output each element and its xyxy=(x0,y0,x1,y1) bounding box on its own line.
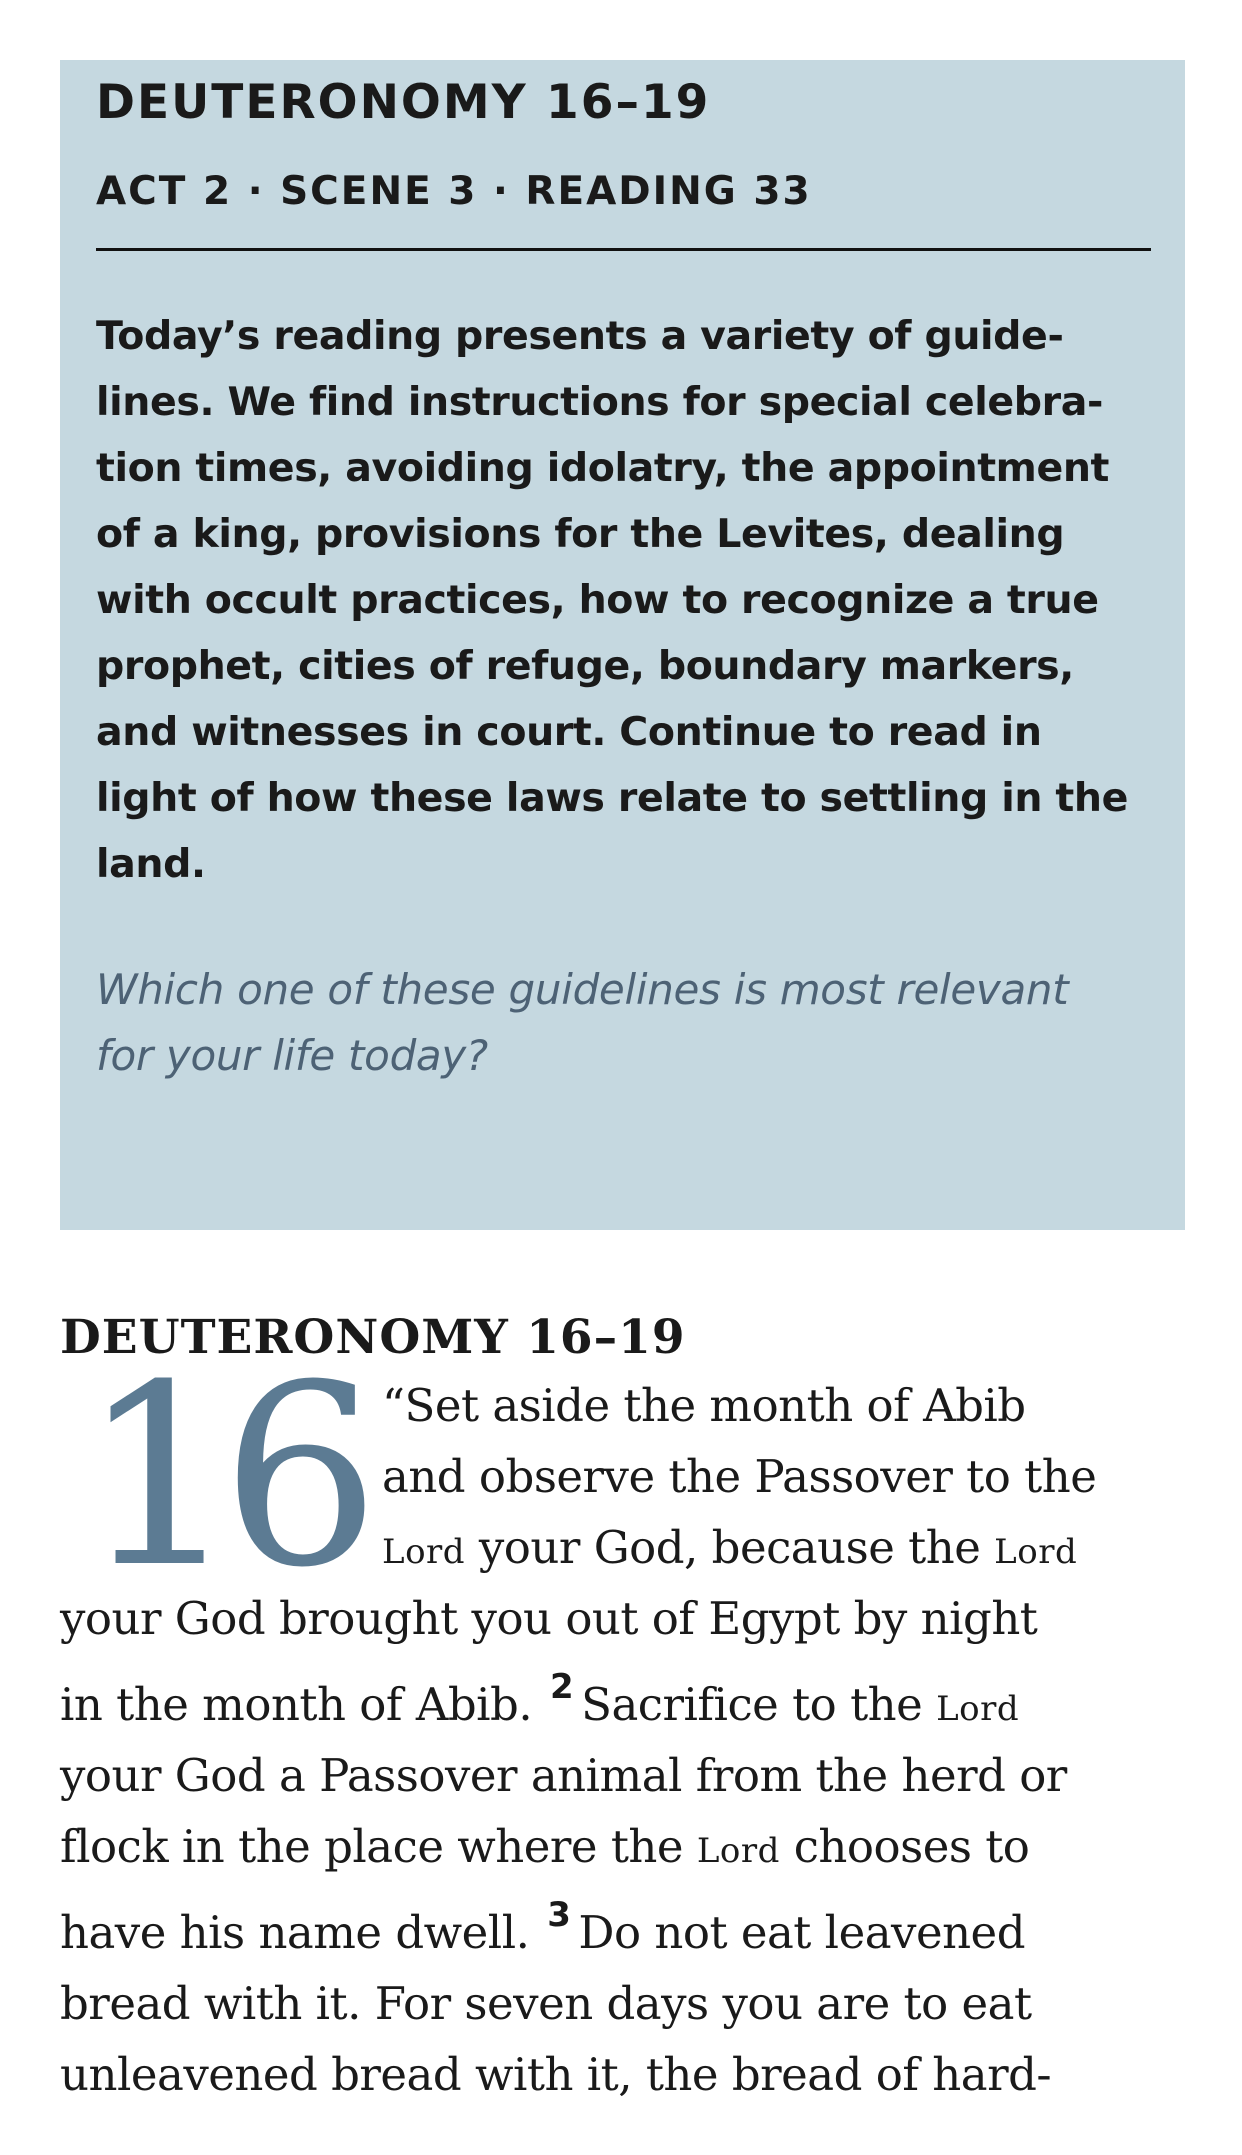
summary-line: and witnesses in court. Continue to read in xyxy=(96,709,1042,756)
summary-line: Today’s reading presents a variety of guide- xyxy=(96,313,1064,360)
act-scene-reading-label: ACT 2 · SCENE 3 · READING 33 xyxy=(96,168,812,214)
verse-number: 3 xyxy=(547,1895,571,1935)
scripture-line: in the month of Abib. $^2$ Sacrifice to the Lord xyxy=(60,1667,1020,1731)
divider-rule xyxy=(96,248,1151,251)
scripture-line: flock in the place where the Lord chooses to xyxy=(60,1820,1030,1873)
scripture-line: unleavened bread with it, the bread of hard- xyxy=(60,2048,1052,2101)
summary-line: prophet, cities of refuge, boundary markers, xyxy=(96,643,1074,690)
lord-small-caps: Lord xyxy=(696,1831,780,1871)
question-line: for your life today? xyxy=(96,1031,488,1081)
scripture-line: your God brought you out of Egypt by night xyxy=(60,1592,1038,1645)
summary-line: land. xyxy=(96,841,206,888)
scripture-line: bread with it. For seven days you are to eat xyxy=(60,1977,1032,2030)
scripture-line: Lord your God, because the Lord xyxy=(382,1521,1078,1574)
scripture-line: “Set aside the month of Abib xyxy=(382,1379,1026,1432)
lord-small-caps: Lord xyxy=(936,1689,1020,1729)
summary-line: lines. We find instructions for special celebra- xyxy=(96,379,1104,426)
reflection-question xyxy=(96,957,1149,1089)
lord-small-caps: Lord xyxy=(994,1532,1078,1572)
lord-small-caps: Lord xyxy=(382,1532,466,1572)
chapter-number-drop-cap: 16 xyxy=(80,1331,363,1622)
scripture-line: and observe the Passover to the xyxy=(382,1450,1097,1503)
reading-intro-box xyxy=(60,60,1185,1230)
summary-line: light of how these laws relate to settling in the xyxy=(96,775,1129,822)
scripture-line: your God a Passover animal from the herd or xyxy=(60,1749,1067,1802)
scripture-heading: DEUTERONOMY 16–19 xyxy=(60,1310,686,1365)
summary-line: with occult practices, how to recognize a true xyxy=(96,577,1099,624)
scripture-line: have his name dwell. $^3$ Do not eat leavened xyxy=(60,1895,1025,1959)
summary-line: tion times, avoiding idolatry, the appointment xyxy=(96,445,1110,492)
question-line: Which one of these guidelines is most relevant xyxy=(96,965,1069,1015)
reading-summary xyxy=(96,303,1156,897)
summary-line: of a king, provisions for the Levites, dealing xyxy=(96,511,1065,558)
intro-book-title: DEUTERONOMY 16–19 xyxy=(96,75,711,130)
verse-number: 2 xyxy=(549,1667,574,1707)
